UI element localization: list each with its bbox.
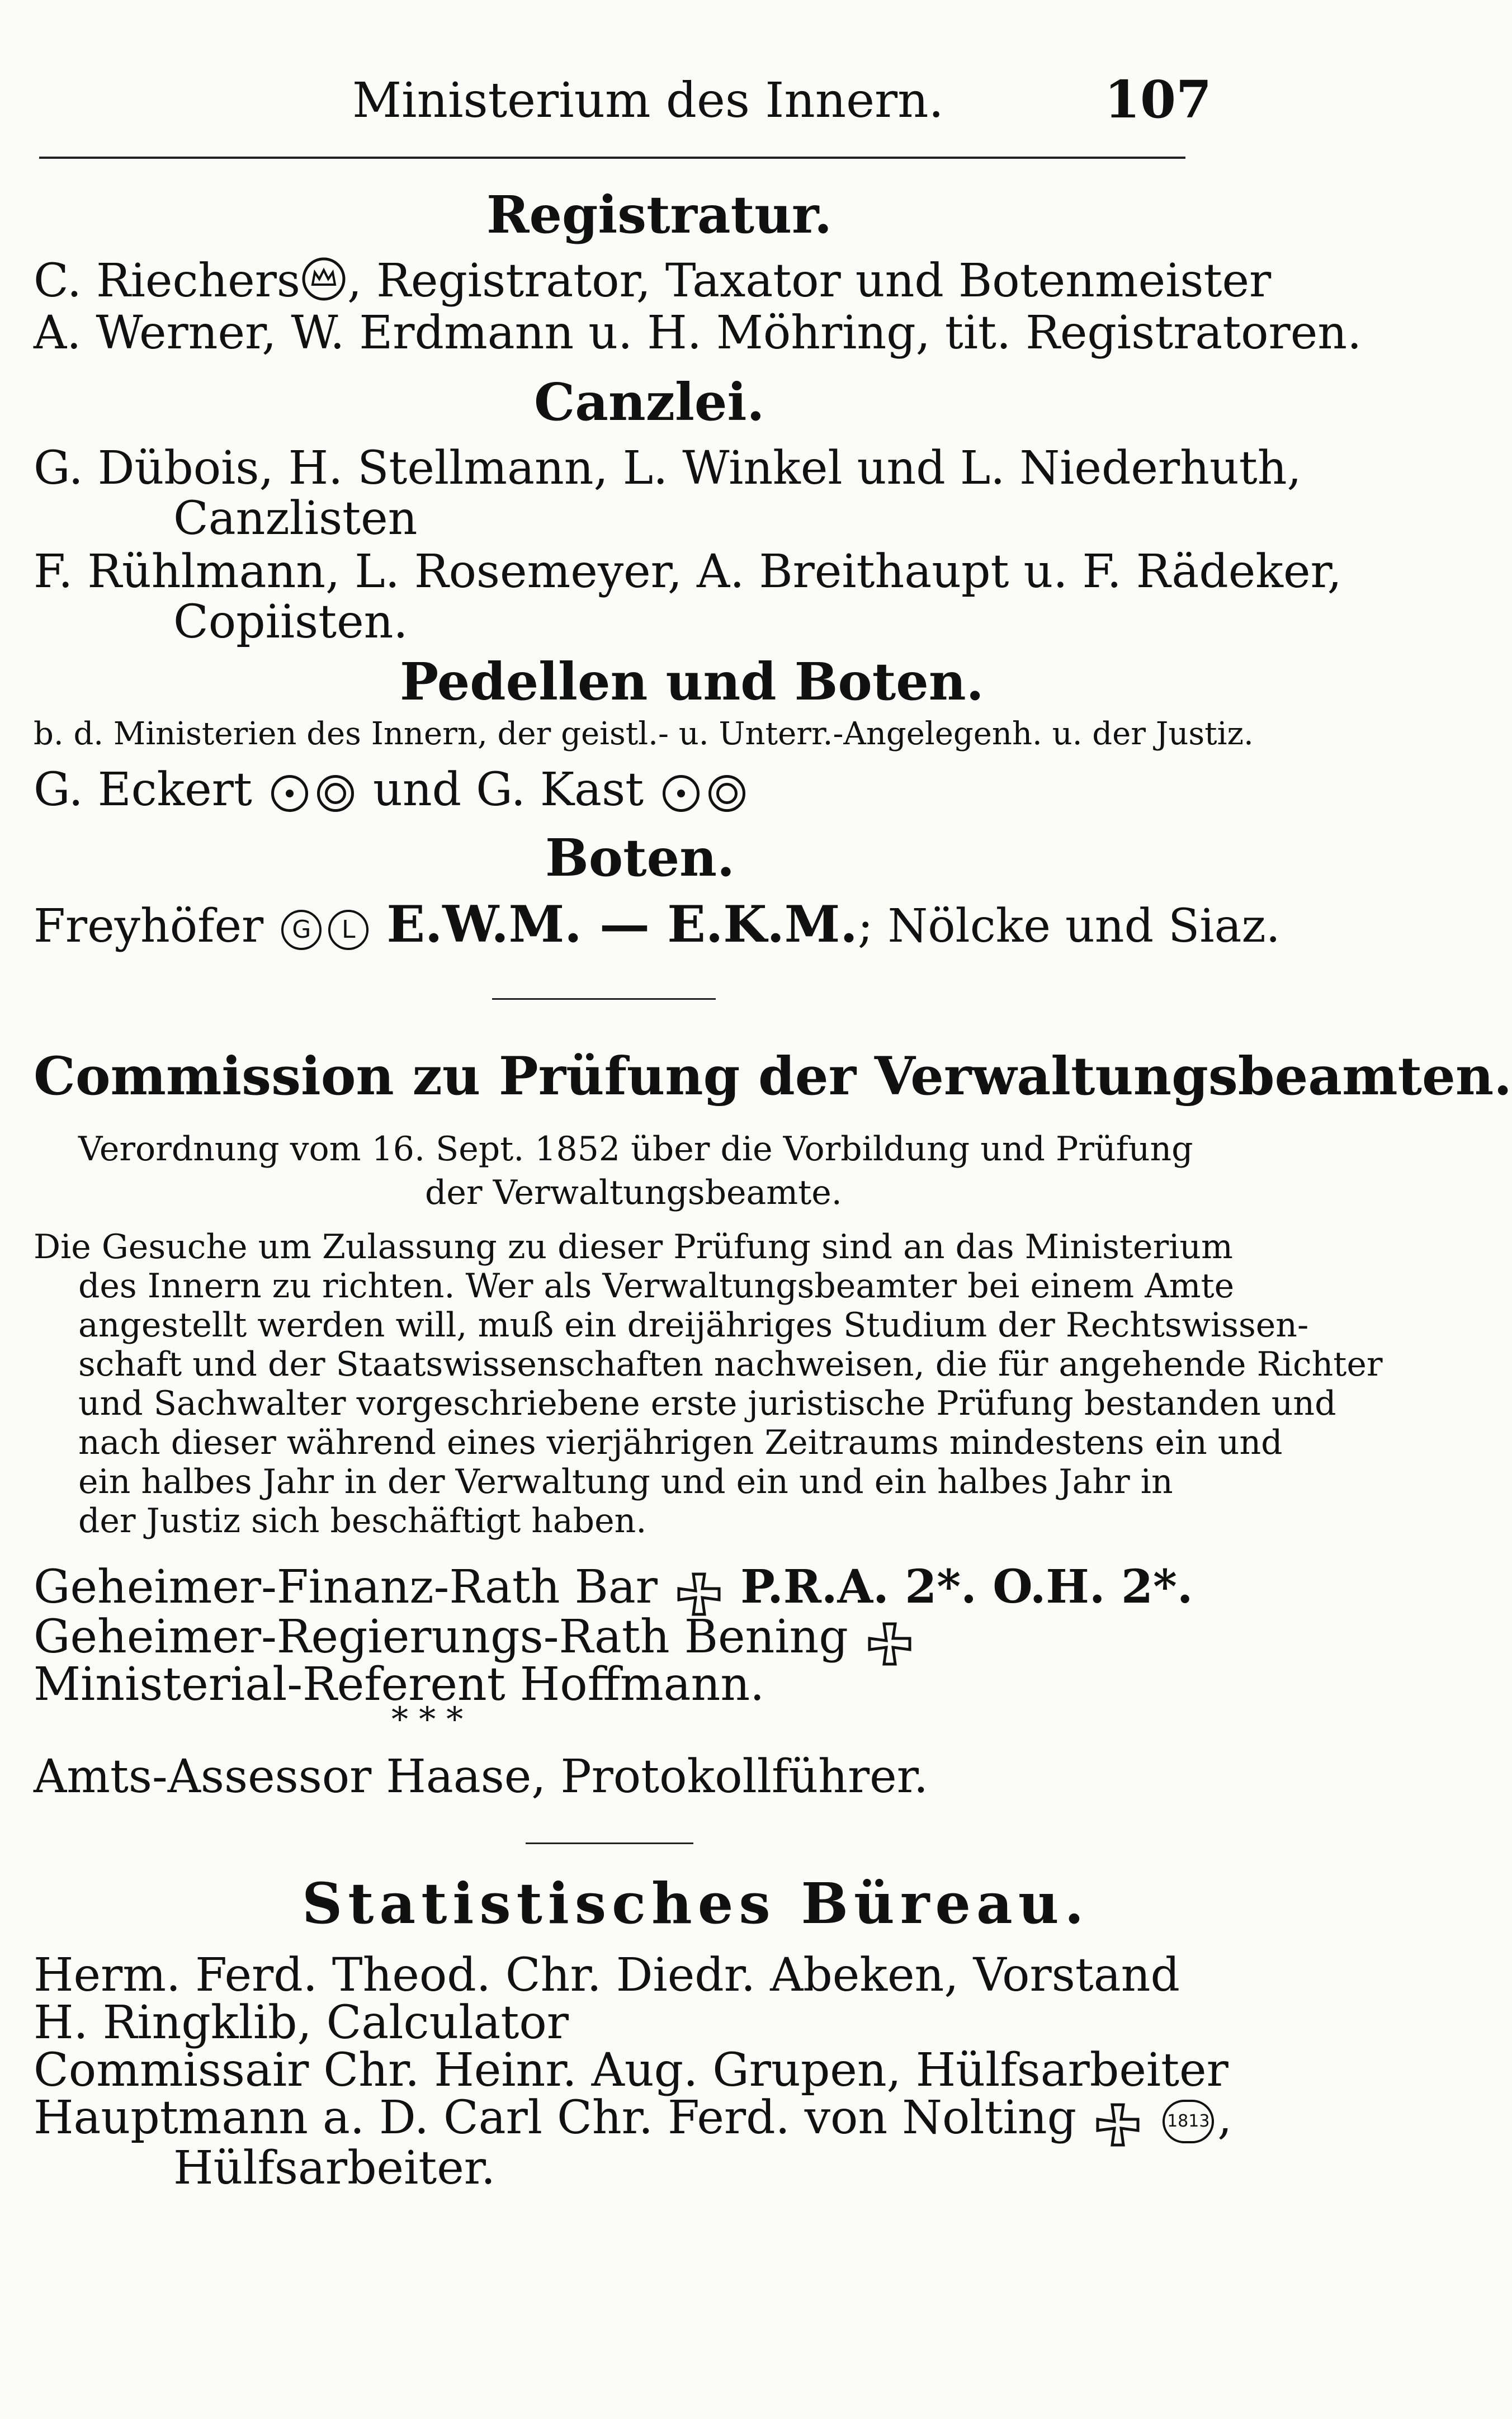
- pedellen-sub: b. d. Ministerien des Innern, der geistl.- u. Unterr.-Angelegenh. u. der Justiz.: [34, 716, 1254, 752]
- medal-1813-icon: 1813: [1163, 2100, 1214, 2143]
- statistik-line-2: H. Ringklib, Calculator: [34, 1996, 569, 2049]
- pedellen-line-1: [34, 763, 750, 816]
- order-dot-icon: [663, 775, 700, 812]
- registratur-line-2: A. Werner, W. Erdmann u. H. Möhring, tit. Registratoren.: [34, 306, 1362, 360]
- verordnung-line-2: der Verwaltungsbeamte.: [425, 1173, 842, 1212]
- commission-member-4: Amts-Assessor Haase, Protokollführer.: [34, 1750, 928, 1803]
- iron-cross-icon: [1091, 2095, 1145, 2148]
- badge-g-icon: G: [281, 910, 322, 950]
- member-1-decorations: P.R.A. 2*. O.H. 2*.: [740, 1560, 1193, 1614]
- commission-para-line: und Sachwalter vorgeschriebene erste juristische Prüfung bestanden und: [78, 1384, 1336, 1423]
- commission-para-line: angestellt werden will, muß ein dreijähriges Studium der Rechtswissen-: [78, 1306, 1309, 1345]
- registratur-heading: Registratur.: [486, 185, 833, 245]
- order-ring-icon: [708, 775, 745, 812]
- boten-name-1: Freyhöfer: [34, 900, 264, 953]
- member-1-name: Geheimer-Finanz-Rath Bar: [34, 1561, 658, 1614]
- pedellen-name-2: und G. Kast: [373, 763, 644, 816]
- canzlei-line-1: G. Dübois, H. Stellmann, L. Winkel und L. Niederhuth,: [34, 442, 1302, 495]
- commission-member-3: Ministerial-Referent Hoffmann.: [34, 1658, 765, 1711]
- statistik-line-5: Hülfsarbeiter.: [173, 2142, 496, 2195]
- running-header-title: Ministerium des Innern.: [352, 73, 944, 129]
- commission-para-line: Die Gesuche um Zulassung zu dieser Prüfung sind an das Ministerium: [34, 1227, 1233, 1267]
- member-2-name: Geheimer-Regierungs-Rath Bening: [34, 1610, 848, 1664]
- iron-cross-icon: [863, 1614, 916, 1667]
- boten-heading: Boten.: [545, 828, 735, 888]
- boten-decorations: E.W.M. — E.K.M.: [386, 895, 858, 954]
- verordnung-line-1: Verordnung vom 16. Sept. 1852 über die Vorbildung und Prüfung: [78, 1130, 1193, 1169]
- statistik-line-1: Herm. Ferd. Theod. Chr. Diedr. Abeken, Vorstand: [34, 1949, 1180, 2002]
- page-number: 107: [1104, 69, 1212, 130]
- commission-member-1: [34, 1560, 1193, 1617]
- commission-para-line: des Innern zu richten. Wer als Verwaltungsbeamter bei einem Amte: [78, 1267, 1235, 1306]
- iron-cross-icon: [672, 1564, 726, 1617]
- statistik-line-4-name: Hauptmann a. D. Carl Chr. Ferd. von Nolting: [34, 2091, 1077, 2144]
- commission-para-line: nach dieser während eines vierjährigen Zeitraums mindestens ein und: [78, 1423, 1283, 1462]
- canzlei-line-2: F. Rühlmann, L. Rosemeyer, A. Breithaupt u. F. Rädeker,: [34, 545, 1342, 598]
- canzlei-line-2b: Copiisten.: [173, 596, 408, 649]
- commission-para-line: ein halbes Jahr in der Verwaltung und ein und ein halbes Jahr in: [78, 1462, 1173, 1501]
- statistik-heading: Statistisches Büreau.: [302, 1870, 1090, 1936]
- registratur-line-1: [34, 254, 1271, 314]
- statistik-line-4: [34, 2091, 1232, 2148]
- statistik-line-4-end: ,: [1217, 2091, 1232, 2144]
- crown-seal-icon: [300, 256, 347, 314]
- registratur-line-1-name: C. Riechers: [34, 254, 300, 308]
- order-ring-icon: [317, 775, 354, 812]
- registratur-line-1-rest: , Registrator, Taxator und Botenmeister: [347, 254, 1272, 308]
- commission-heading: Commission zu Prüfung der Verwaltungsbeamten.: [34, 1046, 1512, 1107]
- statistik-line-3: Commissair Chr. Heinr. Aug. Grupen, Hülfsarbeiter: [34, 2044, 1228, 2097]
- section-divider-2: [526, 1842, 693, 1844]
- commission-para-line: schaft und der Staatswissenschaften nachweisen, die für angehende Richter: [78, 1345, 1383, 1384]
- separator-stars: * * *: [391, 1700, 464, 1739]
- pedellen-name-1: G. Eckert: [34, 763, 252, 816]
- header-rule: [39, 157, 1185, 159]
- boten-name-2: ; Nölcke und Siaz.: [857, 900, 1281, 953]
- pedellen-heading: Pedellen und Boten.: [400, 651, 984, 712]
- canzlei-line-1b: Canzlisten: [173, 492, 418, 545]
- canzlei-heading: Canzlei.: [534, 372, 765, 432]
- section-divider-1: [492, 998, 716, 1000]
- commission-para-line: der Justiz sich beschäftigt haben.: [78, 1501, 647, 1541]
- boten-line: [34, 895, 1281, 954]
- badge-l-icon: L: [328, 910, 368, 950]
- order-dot-icon: [271, 775, 308, 812]
